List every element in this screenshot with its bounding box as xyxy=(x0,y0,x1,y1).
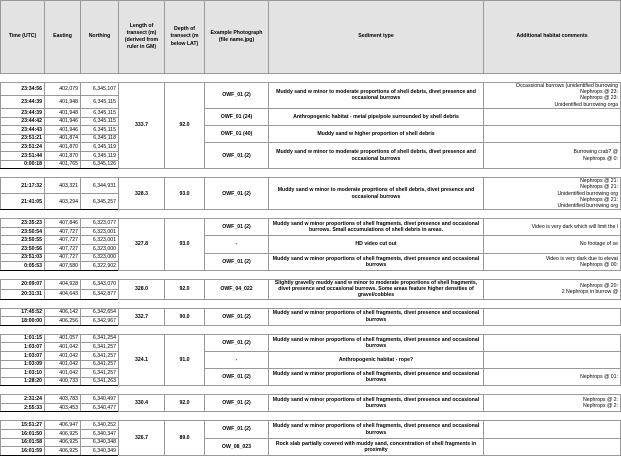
easting-cell: 401,948 xyxy=(45,95,81,108)
photo-cell: OWF_01 (2) xyxy=(205,421,269,438)
easting-cell: 401,042 xyxy=(45,351,81,360)
header-time: Time (UTC) xyxy=(1,1,45,74)
table-row xyxy=(1,438,621,447)
table-row xyxy=(1,308,621,317)
easting-cell: 407,580 xyxy=(45,262,81,271)
northing-cell: 6,341,254 xyxy=(81,334,119,343)
spacer-cell xyxy=(1,386,621,395)
spacer-cell xyxy=(1,169,621,178)
sediment-cell: Muddy sand w minor proportions of shell fragments, divet presence and occasional burrows xyxy=(269,421,484,438)
header-length: Length of transect (m) (derived from ruler in GM) xyxy=(119,1,165,74)
easting-cell: 403,321 xyxy=(45,178,81,194)
length-cell: 328.0 xyxy=(119,279,165,299)
comments-cell xyxy=(484,438,621,455)
time-cell: 1:03:07 xyxy=(1,351,45,360)
northing-cell: 6,323,000 xyxy=(81,253,119,262)
time-cell: 23:50:56 xyxy=(1,245,45,254)
table-row xyxy=(1,83,621,96)
header-depth: Depth of transect (m below LAT) xyxy=(165,1,205,74)
table-row xyxy=(1,369,621,378)
header-comments: Additional habitat comments xyxy=(484,1,621,74)
sediment-cell: Muddy sand w minor to moderate proportions of shell debris, divet presence and occasional burrows xyxy=(269,143,484,169)
time-cell: 1:01:15 xyxy=(1,334,45,343)
easting-cell: 402,079 xyxy=(45,83,81,96)
comments-cell xyxy=(484,369,621,386)
time-cell: 23:44:39 xyxy=(1,95,45,108)
northing-cell: 6,345,115 xyxy=(81,126,119,135)
comments-cell xyxy=(484,236,621,253)
comments-cell xyxy=(484,395,621,412)
photo-cell: OWF_01 (2) xyxy=(205,395,269,412)
time-cell: 0:00:18 xyxy=(1,160,45,169)
photo-cell: - xyxy=(205,236,269,253)
northing-cell: 6,341,257 xyxy=(81,343,119,352)
sediment-cell: Rock slab partially covered with muddy sand, concentration of shell fragments in proximity xyxy=(269,438,484,455)
northing-cell: 6,343,070 xyxy=(81,279,119,289)
easting-cell: 407,727 xyxy=(45,236,81,245)
northing-cell: 6,323,000 xyxy=(81,245,119,254)
time-cell: 18:00:00 xyxy=(1,317,45,326)
comment-line: Nephrops @ 2: xyxy=(583,403,618,410)
comment-line: Nephrops @ 21: xyxy=(580,178,618,185)
group-spacer xyxy=(1,299,621,308)
comment-line: 2 Nephrops in burrow @ xyxy=(561,289,618,296)
sediment-cell: Anthropogenic habitat - metal pipe/pole surrounded by shell debris xyxy=(269,108,484,125)
easting-cell: 401,057 xyxy=(45,334,81,343)
northing-cell: 6,323,077 xyxy=(81,219,119,228)
northing-cell: 6,340,477 xyxy=(81,403,119,412)
easting-cell: 406,925 xyxy=(45,430,81,439)
sediment-cell: Muddy sand w higher proportion of shell debris xyxy=(269,126,484,143)
group-spacer xyxy=(1,169,621,178)
comment-line: Unidentified burrowing org xyxy=(557,203,618,210)
depth-cell: 93.0 xyxy=(165,178,205,210)
spacer-cell xyxy=(1,74,621,83)
table-row xyxy=(1,126,621,135)
comments-cell xyxy=(484,421,621,438)
comment-line: Nephrops @ 2: xyxy=(583,397,618,404)
table-row xyxy=(1,219,621,228)
easting-cell: 407,727 xyxy=(45,253,81,262)
comment-line: Unidentified burrowing orga xyxy=(554,101,618,108)
comment-line: Occassional burrows (unidentified burrowing xyxy=(515,83,618,89)
easting-cell: 401,948 xyxy=(45,108,81,117)
northing-cell: 6,323,001 xyxy=(81,227,119,236)
photo-cell: OWF_01 (2) xyxy=(205,219,269,236)
northing-cell: 6,322,902 xyxy=(81,262,119,271)
length-cell: 330.4 xyxy=(119,395,165,412)
easting-cell: 401,042 xyxy=(45,369,81,378)
northing-cell: 6,340,252 xyxy=(81,421,119,430)
time-cell: 23:51:03 xyxy=(1,253,45,262)
easting-cell: 407,727 xyxy=(45,245,81,254)
group-spacer xyxy=(1,210,621,219)
spacer-cell xyxy=(1,299,621,308)
table-row xyxy=(1,351,621,360)
photo-cell: OWF_04_022 xyxy=(205,279,269,299)
comment-line: No footage of se xyxy=(579,241,618,248)
northing-cell: 6,345,119 xyxy=(81,151,119,160)
time-cell: 23:34:56 xyxy=(1,83,45,96)
time-cell: 20:09:07 xyxy=(1,279,45,289)
time-cell: 16:01:50 xyxy=(1,430,45,439)
photo-cell: OWF_01 (2) xyxy=(205,334,269,351)
sediment-cell: Muddy sand w minor proportions of shell fragments, divet presence and occasional burrows xyxy=(269,334,484,351)
time-cell: 17:45:52 xyxy=(1,308,45,317)
time-cell: 23:51:21 xyxy=(1,134,45,143)
comments-cell xyxy=(484,279,621,299)
comment-line: Burrowing crab? @ xyxy=(573,149,618,156)
northing-cell: 6,342,967 xyxy=(81,317,119,326)
sediment-cell: Anthropogenic habitat - rope? xyxy=(269,351,484,368)
easting-cell: 407,846 xyxy=(45,219,81,228)
group-spacer xyxy=(1,270,621,279)
photo-cell: OWF_01 (2) xyxy=(205,369,269,386)
time-cell: 23:44:42 xyxy=(1,117,45,126)
comment-line: Video is very dark which will limit the l xyxy=(531,224,618,231)
table-row xyxy=(1,108,621,117)
northing-cell: 6,341,257 xyxy=(81,369,119,378)
time-cell: 15:51:27 xyxy=(1,421,45,430)
spacer-cell xyxy=(1,270,621,279)
easting-cell: 406,925 xyxy=(45,438,81,447)
time-cell: 1:28:20 xyxy=(1,377,45,386)
comments-cell xyxy=(484,108,621,125)
sediment-cell: Muddy sand w minor proportions of shell fragments, divet presence and occasional burrows. Small accumulations of shell debris in areas. xyxy=(269,219,484,236)
header-northing: Northing xyxy=(81,1,119,74)
easting-cell: 401,042 xyxy=(45,343,81,352)
time-cell: 23:35:23 xyxy=(1,219,45,228)
easting-cell: 404,643 xyxy=(45,289,81,299)
header-sediment: Sediment type xyxy=(269,1,484,74)
easting-cell: 400,733 xyxy=(45,377,81,386)
comment-line: Nephrops @ 01: xyxy=(580,374,618,381)
comment-line: Nephrops @ 23: xyxy=(580,95,618,102)
group-spacer xyxy=(1,412,621,421)
time-cell: 0:05:53 xyxy=(1,262,45,271)
northing-cell: 6,340,347 xyxy=(81,430,119,439)
comment-line: Nephrops @ 21: xyxy=(580,196,618,203)
spacer-cell xyxy=(1,325,621,334)
northing-cell: 6,342,877 xyxy=(81,289,119,299)
comments-cell xyxy=(484,351,621,368)
easting-cell: 407,727 xyxy=(45,227,81,236)
easting-cell: 401,870 xyxy=(45,151,81,160)
northing-cell: 6,341,257 xyxy=(81,351,119,360)
depth-cell: 91.0 xyxy=(165,334,205,386)
depth-cell: 92.0 xyxy=(165,83,205,169)
sediment-cell: Slightly gravelly muddy sand w minor to moderate proportions of shell fragments, divet presence and occasional burrows. Some areas feature higher densities of gravel/cobbles xyxy=(269,279,484,299)
table-row xyxy=(1,279,621,289)
northing-cell: 6,345,115 xyxy=(81,95,119,108)
comments-cell xyxy=(484,219,621,236)
length-cell: 326.7 xyxy=(119,421,165,455)
easting-cell: 404,928 xyxy=(45,279,81,289)
time-cell: 23:51:24 xyxy=(1,143,45,152)
easting-cell: 401,042 xyxy=(45,360,81,369)
sediment-cell: Muddy sand w minor to moderate proportions of shell debris, divet presence and occasional burrows xyxy=(269,83,484,109)
time-cell: 1:03:10 xyxy=(1,369,45,378)
photo-cell: OWF_01 (2) xyxy=(205,253,269,270)
sediment-cell: Muddy sand w minor proportions of shell fragments, divet presence and occasional burrows xyxy=(269,308,484,325)
comments-cell xyxy=(484,126,621,143)
depth-cell: 93.0 xyxy=(165,219,205,271)
comment-line: Nephrops @ 23: xyxy=(580,89,618,96)
header-photo: Example Photograph (file name.jpg) xyxy=(205,1,269,74)
depth-cell: 92.0 xyxy=(165,395,205,412)
photo-cell: OWF_01 (2) xyxy=(205,308,269,325)
time-cell: 23:50:54 xyxy=(1,227,45,236)
header-easting: Easting xyxy=(45,1,81,74)
comments-cell xyxy=(484,143,621,169)
length-cell: 332.7 xyxy=(119,308,165,325)
length-cell: 327.8 xyxy=(119,219,165,271)
northing-cell: 6,345,119 xyxy=(81,143,119,152)
table-row xyxy=(1,421,621,430)
northing-cell: 6,345,115 xyxy=(81,117,119,126)
photo-cell: OWF_01 (2) xyxy=(205,178,269,210)
northing-cell: 6,323,001 xyxy=(81,236,119,245)
time-cell: 16:01:59 xyxy=(1,447,45,456)
time-cell: 23:44:43 xyxy=(1,126,45,135)
northing-cell: 6,345,257 xyxy=(81,194,119,210)
photo-cell: OW_08_023 xyxy=(205,438,269,455)
depth-cell: 89.0 xyxy=(165,421,205,455)
northing-cell: 6,340,349 xyxy=(81,447,119,456)
table-row xyxy=(1,178,621,194)
northing-cell: 6,341,257 xyxy=(81,360,119,369)
time-cell: 2:31:24 xyxy=(1,395,45,404)
photo-cell: OWF_01 (24) xyxy=(205,108,269,125)
northing-cell: 6,345,115 xyxy=(81,108,119,117)
table-row xyxy=(1,236,621,245)
time-cell: 23:51:44 xyxy=(1,151,45,160)
sediment-cell: Muddy sand w minor proportions of shell fragments, divet presence and occasional burrows xyxy=(269,253,484,270)
time-cell: 1:03:09 xyxy=(1,360,45,369)
sediment-cell: HD video cut out xyxy=(269,236,484,253)
spacer-cell xyxy=(1,412,621,421)
time-cell: 1:03:07 xyxy=(1,343,45,352)
time-cell: 23:44:39 xyxy=(1,108,45,117)
northing-cell: 6,345,107 xyxy=(81,83,119,96)
easting-cell: 401,946 xyxy=(45,126,81,135)
sediment-cell: Muddy sand w minor proportions of shell fragments, divet presence and occasional burrows xyxy=(269,369,484,386)
depth-cell: 90.0 xyxy=(165,308,205,325)
table-row xyxy=(1,395,621,404)
easting-cell: 401,946 xyxy=(45,117,81,126)
northing-cell: 6,341,263 xyxy=(81,377,119,386)
northing-cell: 6,344,931 xyxy=(81,178,119,194)
easting-cell: 403,783 xyxy=(45,395,81,404)
time-cell: 21:41:05 xyxy=(1,194,45,210)
time-cell: 21:17:32 xyxy=(1,178,45,194)
northing-cell: 6,340,497 xyxy=(81,395,119,404)
sediment-cell: Muddy sand w minor to moderate proprtions of shell debris, divet presence and occasional burrows xyxy=(269,178,484,210)
comments-cell xyxy=(484,83,621,109)
sediment-cell: Muddy sand w minor proportions of shell fragments, divet presence and occasional burrows xyxy=(269,395,484,412)
easting-cell: 406,256 xyxy=(45,317,81,326)
table-row xyxy=(1,143,621,152)
easting-cell: 401,870 xyxy=(45,143,81,152)
northing-cell: 6,340,348 xyxy=(81,438,119,447)
easting-cell: 401,874 xyxy=(45,134,81,143)
header-row xyxy=(1,1,621,74)
length-cell: 333.7 xyxy=(119,83,165,169)
northing-cell: 6,342,654 xyxy=(81,308,119,317)
time-cell: 20:31:31 xyxy=(1,289,45,299)
comment-line: Video is very dark due to elevat xyxy=(545,255,618,262)
easting-cell: 401,765 xyxy=(45,160,81,169)
time-cell: 23:50:55 xyxy=(1,236,45,245)
group-spacer xyxy=(1,74,621,83)
group-spacer xyxy=(1,386,621,395)
northing-cell: 6,345,118 xyxy=(81,134,119,143)
comments-cell xyxy=(484,253,621,270)
photo-cell: OWF_01 (40) xyxy=(205,126,269,143)
length-cell: 324.1 xyxy=(119,334,165,386)
photo-cell: - xyxy=(205,351,269,368)
comment-line: Unidentified burrowing org xyxy=(557,190,618,197)
photo-cell: OWF_01 (2) xyxy=(205,143,269,169)
comment-line: Nephrops @ 0: xyxy=(583,155,618,162)
easting-cell: 406,925 xyxy=(45,447,81,456)
comments-cell xyxy=(484,334,621,351)
group-spacer xyxy=(1,325,621,334)
northing-cell: 6,345,126 xyxy=(81,160,119,169)
depth-cell: 92.0 xyxy=(165,279,205,299)
spacer-cell xyxy=(1,210,621,219)
easting-cell: 406,142 xyxy=(45,308,81,317)
time-cell: 16:01:58 xyxy=(1,438,45,447)
easting-cell: 403,294 xyxy=(45,194,81,210)
photo-cell: OWF_01 (2) xyxy=(205,83,269,109)
comments-cell xyxy=(484,178,621,210)
comment-line: Nephrops @ 20: xyxy=(580,282,618,289)
comments-cell xyxy=(484,308,621,325)
comment-line: Nephrops @ 21: xyxy=(580,184,618,191)
time-cell: 2:55:33 xyxy=(1,403,45,412)
easting-cell: 403,453 xyxy=(45,403,81,412)
table-row xyxy=(1,334,621,343)
length-cell: 328.3 xyxy=(119,178,165,210)
comment-line: Nephrops @ 00: xyxy=(580,261,618,268)
table-row xyxy=(1,253,621,262)
easting-cell: 406,947 xyxy=(45,421,81,430)
